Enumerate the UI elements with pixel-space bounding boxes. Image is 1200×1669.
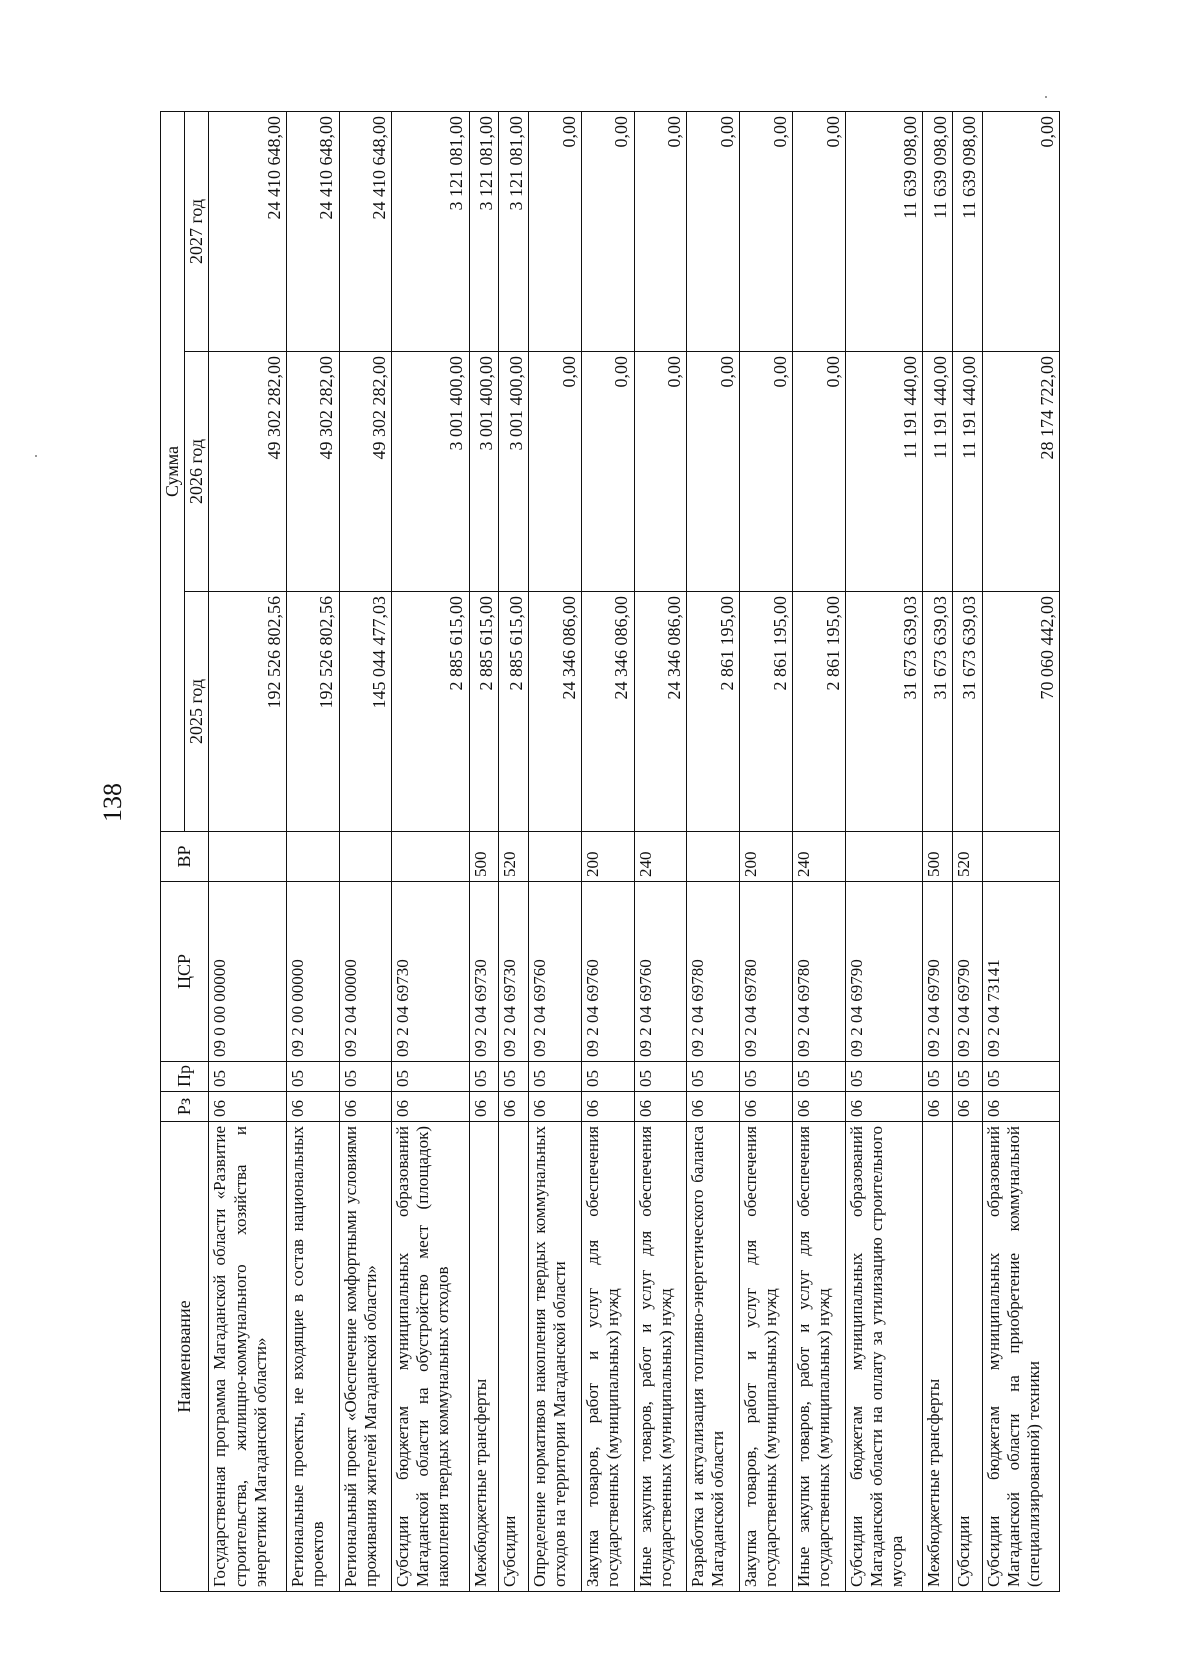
cell-2027: 3 121 081,00 [499,111,529,351]
cell-vr: 500 [469,832,499,882]
cell-pr: 05 [469,1062,499,1092]
cell-csr: 09 2 04 00000 [339,882,392,1062]
cell-2027: 3 121 081,00 [392,111,469,351]
header-2025: 2025 год [185,592,209,832]
cell-rz: 06 [339,1092,392,1122]
cell-rz: 06 [634,1092,687,1122]
cell-pr: 05 [392,1062,469,1092]
cell-vr [286,832,339,882]
cell-2026: 3 001 400,00 [499,352,529,592]
cell-2026: 49 302 282,00 [339,352,392,592]
cell-2027: 11 639 098,00 [952,111,982,351]
cell-name: Региональные проекты, не входящие в состав национальных проектов [286,1122,339,1592]
cell-vr [392,832,469,882]
cell-name: Субсидии бюджетам муниципальных образований Магаданской области на приобретение коммунальной (специализированной) техники [982,1122,1060,1592]
cell-2025: 24 346 086,00 [581,592,634,832]
cell-name: Субсидии [499,1122,529,1592]
cell-2025: 192 526 802,56 [209,592,286,832]
cell-2027: 3 121 081,00 [469,111,499,351]
cell-name: Иные закупки товаров, работ и услуг для обеспечения государственных (муниципальных) нужд [793,1122,846,1592]
cell-2025: 2 885 615,00 [392,592,469,832]
cell-csr: 09 2 04 69730 [392,882,469,1062]
cell-2026: 3 001 400,00 [392,352,469,592]
header-csr: ЦСР [161,882,209,1062]
cell-csr: 09 2 04 69790 [952,882,982,1062]
cell-vr [982,832,1060,882]
cell-2026: 0,00 [581,352,634,592]
cell-vr [845,832,922,882]
table-row [339,111,392,1591]
budget-table-rotated [160,112,1060,1592]
cell-2027: 24 410 648,00 [286,111,339,351]
cell-2025: 31 673 639,03 [845,592,922,832]
cell-pr: 05 [952,1062,982,1092]
cell-2027: 24 410 648,00 [209,111,286,351]
cell-2025: 70 060 442,00 [982,592,1060,832]
cell-pr: 05 [286,1062,339,1092]
cell-name: Субсидии бюджетам муниципальных образований Магаданской области на обустройство мест (площадок) накопления твердых коммунальных отходов [392,1122,469,1592]
cell-vr [529,832,582,882]
cell-name: Закупка товаров, работ и услуг для обеспечения государственных (муниципальных) нужд [740,1122,793,1592]
cell-vr: 200 [581,832,634,882]
cell-rz: 06 [286,1092,339,1122]
cell-2025: 31 673 639,03 [952,592,982,832]
cell-vr [687,832,740,882]
cell-name: Государственная программа Магаданской области «Развитие строительства, жилищно-коммунального хозяйства и энергетики Магаданской области» [209,1122,286,1592]
table-row [499,111,529,1591]
cell-rz: 06 [209,1092,286,1122]
table-row [952,111,982,1591]
cell-2026: 49 302 282,00 [286,352,339,592]
cell-2025: 31 673 639,03 [923,592,953,832]
table-row [740,111,793,1591]
cell-2027: 0,00 [687,111,740,351]
cell-rz: 06 [687,1092,740,1122]
cell-name: Субсидии [952,1122,982,1592]
cell-2027: 0,00 [529,111,582,351]
cell-csr: 09 2 04 69780 [740,882,793,1062]
cell-2026: 0,00 [634,352,687,592]
header-sum: Сумма [161,111,185,831]
cell-csr: 09 2 00 00000 [286,882,339,1062]
scan-speck [1045,96,1047,98]
cell-2027: 0,00 [740,111,793,351]
cell-csr: 09 2 04 69730 [469,882,499,1062]
cell-csr: 09 2 04 69790 [845,882,922,1062]
cell-2027: 11 639 098,00 [923,111,953,351]
cell-rz: 06 [982,1092,1060,1122]
cell-name: Межбюджетные трансферты [469,1122,499,1592]
cell-pr: 05 [687,1062,740,1092]
cell-2025: 145 044 477,03 [339,592,392,832]
cell-2027: 0,00 [982,111,1060,351]
cell-2026: 3 001 400,00 [469,352,499,592]
cell-2027: 0,00 [581,111,634,351]
cell-vr: 520 [952,832,982,882]
cell-2026: 0,00 [740,352,793,592]
cell-pr: 05 [339,1062,392,1092]
cell-rz: 06 [793,1092,846,1122]
table-body [209,111,1060,1591]
cell-2026: 11 191 440,00 [952,352,982,592]
cell-pr: 05 [923,1062,953,1092]
cell-vr: 520 [499,832,529,882]
table-row [982,111,1060,1591]
cell-csr: 09 2 04 69760 [634,882,687,1062]
cell-pr: 05 [740,1062,793,1092]
cell-vr: 240 [634,832,687,882]
cell-rz: 06 [581,1092,634,1122]
table-row [529,111,582,1591]
cell-vr [339,832,392,882]
cell-vr: 200 [740,832,793,882]
cell-name: Субсидии бюджетам муниципальных образований Магаданской области на оплату за утилизацию строительного мусора [845,1122,922,1592]
cell-2027: 0,00 [793,111,846,351]
cell-name: Иные закупки товаров, работ и услуг для обеспечения государственных (муниципальных) нужд [634,1122,687,1592]
cell-name: Региональный проект «Обеспечение комфортными условиями проживания жителей Магаданской области» [339,1122,392,1592]
cell-vr: 500 [923,832,953,882]
scan-speck [35,455,37,457]
cell-2025: 2 885 615,00 [469,592,499,832]
header-vr: ВР [161,832,209,882]
table-row [581,111,634,1591]
cell-2026: 11 191 440,00 [845,352,922,592]
cell-name: Определение нормативов накопления твердых коммунальных отходов на территории Магаданской области [529,1122,582,1592]
cell-rz: 06 [923,1092,953,1122]
cell-name: Межбюджетные трансферты [923,1122,953,1592]
header-pr: Пр [161,1062,209,1092]
cell-csr: 09 2 04 69780 [793,882,846,1062]
cell-rz: 06 [499,1092,529,1122]
cell-2026: 11 191 440,00 [923,352,953,592]
cell-pr: 05 [209,1062,286,1092]
cell-csr: 09 2 04 73141 [982,882,1060,1062]
table-row [209,111,286,1591]
cell-2025: 24 346 086,00 [634,592,687,832]
cell-csr: 09 2 04 69780 [687,882,740,1062]
cell-2026: 0,00 [687,352,740,592]
cell-2025: 2 861 195,00 [687,592,740,832]
cell-rz: 06 [529,1092,582,1122]
cell-csr: 09 2 04 69730 [499,882,529,1062]
cell-csr: 09 0 00 00000 [209,882,286,1062]
cell-2025: 2 885 615,00 [499,592,529,832]
cell-name: Разработка и актуализация топливно-энергетического баланса Магаданской области [687,1122,740,1592]
header-2027: 2027 год [185,111,209,351]
cell-2026: 0,00 [793,352,846,592]
table-row [392,111,469,1591]
cell-rz: 06 [392,1092,469,1122]
cell-2027: 0,00 [634,111,687,351]
cell-rz: 06 [469,1092,499,1122]
header-2026: 2026 год [185,352,209,592]
cell-2025: 24 346 086,00 [529,592,582,832]
cell-2027: 24 410 648,00 [339,111,392,351]
cell-pr: 05 [529,1062,582,1092]
cell-rz: 06 [845,1092,922,1122]
page-number: 138 [98,783,127,822]
cell-pr: 05 [845,1062,922,1092]
cell-pr: 05 [634,1062,687,1092]
cell-pr: 05 [982,1062,1060,1092]
cell-vr: 240 [793,832,846,882]
cell-csr: 09 2 04 69790 [923,882,953,1062]
cell-rz: 06 [952,1092,982,1122]
cell-2025: 2 861 195,00 [740,592,793,832]
cell-2026: 0,00 [529,352,582,592]
table-row [469,111,499,1591]
table-header [161,111,209,1591]
cell-vr [209,832,286,882]
cell-2025: 192 526 802,56 [286,592,339,832]
table-row [634,111,687,1591]
table-row [286,111,339,1591]
table-row [793,111,846,1591]
cell-name: Закупка товаров, работ и услуг для обеспечения государственных (муниципальных) нужд [581,1122,634,1592]
table-row [845,111,922,1591]
cell-2026: 49 302 282,00 [209,352,286,592]
table-row [923,111,953,1591]
cell-2026: 28 174 722,00 [982,352,1060,592]
cell-rz: 06 [740,1092,793,1122]
cell-pr: 05 [581,1062,634,1092]
cell-pr: 05 [499,1062,529,1092]
cell-csr: 09 2 04 69760 [581,882,634,1062]
budget-table [160,111,1060,1592]
header-rz: Рз [161,1092,209,1122]
header-name: Наименование [161,1122,209,1592]
table-row [687,111,740,1591]
cell-2025: 2 861 195,00 [793,592,846,832]
cell-pr: 05 [793,1062,846,1092]
cell-2027: 11 639 098,00 [845,111,922,351]
cell-csr: 09 2 04 69760 [529,882,582,1062]
